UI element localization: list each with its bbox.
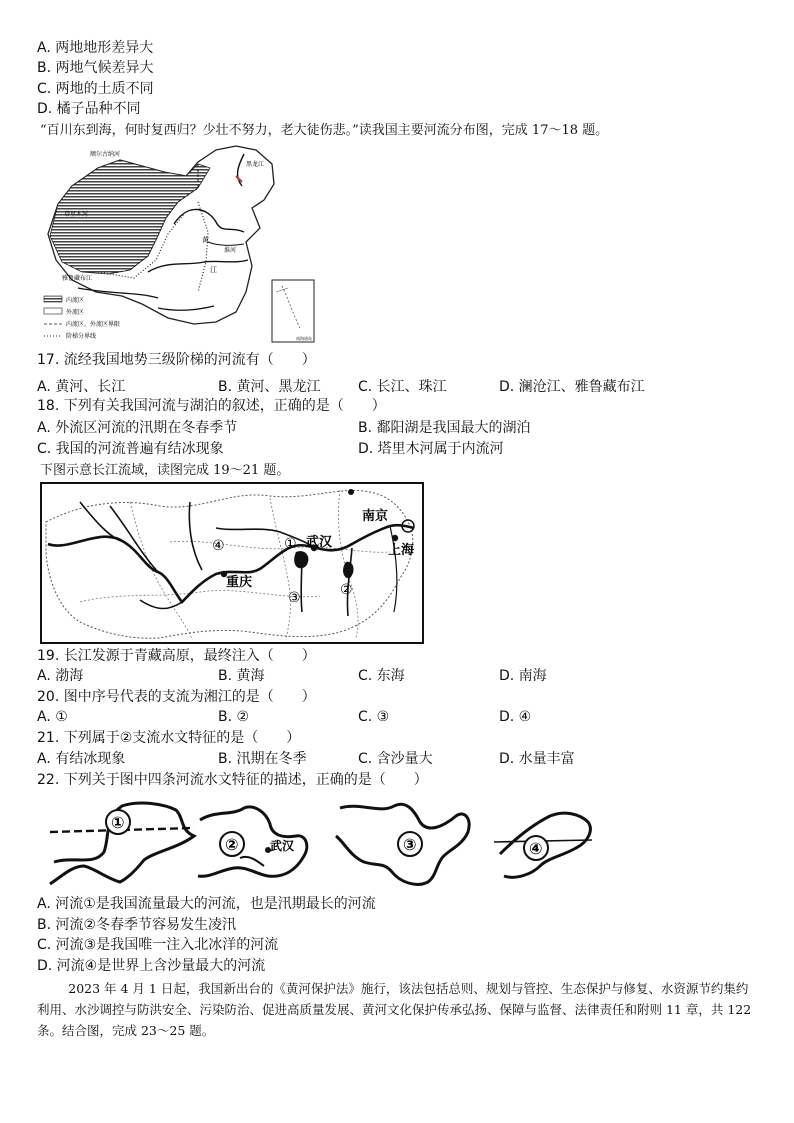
option-d-text: D. 橘子品种不同 [37, 101, 141, 117]
label-yellow: 黄 [202, 236, 209, 244]
inset-label: 南海诸岛 [296, 336, 312, 341]
q17-option-b: B. 黄河、黑龙江 [218, 379, 321, 395]
fig-wuhan: 武汉 [270, 839, 295, 853]
label-n2: ② [340, 582, 353, 598]
legend-step: 阶梯分界线 [66, 333, 97, 340]
option-b-text: B. 两地气候差异大 [37, 60, 154, 76]
q22-option-c: C. 河流③是我国唯一注入北冰洋的河流 [37, 937, 279, 953]
option-c-text: C. 两地的土质不同 [37, 81, 154, 97]
q21-option-b: B. 汛期在冬季 [218, 751, 307, 767]
legend-inland: 内流区 [66, 297, 85, 304]
q18-option-b: B. 鄱阳湖是我国最大的湖泊 [358, 420, 531, 436]
q20-option-c: C. ③ [358, 709, 390, 725]
q18-stem: 18. 下列有关我国河流与湖泊的叙述，正确的是（ ） [37, 398, 386, 414]
q21-option-a: A. 有结冰现象 [37, 751, 126, 767]
label-heilongjiang: 黑龙江 [246, 161, 265, 168]
q22-stem: 22. 下列关于图中四条河流水文特征的描述，正确的是（ ） [37, 772, 428, 788]
label-n3: ③ [288, 590, 301, 606]
q19-stem: 19. 长江发源于青藏高原，最终注入（ ） [37, 648, 316, 664]
intro-23-25: 2023 年 4 月 1 日起，我国新出台的《黄河保护法》施行，该法包括总则、规划与管控、生态保护与修复、水资源节约集约利用、水沙调控与防洪安全、污染防治、促进高质量发展、黄河文化保护传承弘扬、保障与监督、法律责任和附则 11 章，共 122 条。结合图，完成 23～25 题。 [37, 981, 752, 1038]
label-wuhan: 武汉 [306, 535, 333, 550]
intro-19-21: 下图示意长江流域，读图完成 19～21 题。 [40, 463, 290, 478]
q22-option-b: B. 河流②冬春季节容易发生凌汛 [37, 917, 237, 933]
fig-n3: ③ [403, 835, 417, 854]
q20-option-d: D. ④ [499, 709, 532, 725]
q17-option-c: C. 长江、珠江 [358, 379, 447, 395]
legend-outflow-swatch [44, 308, 62, 314]
label-yarlung: 雅鲁藏布江 [62, 275, 93, 282]
q18-option-d: D. 塔里木河属于内流河 [358, 441, 504, 457]
label-n1: ① [284, 536, 297, 552]
q17-option-a: A. 黄河、长江 [37, 379, 126, 395]
legend-inland-swatch [44, 296, 62, 302]
four-rivers-figure [44, 796, 604, 892]
q22-option-d: D. 河流④是世界上含沙量最大的河流 [37, 958, 266, 974]
q17-stem: 17. 流经我国地势三级阶梯的河流有（ ） [37, 352, 316, 368]
label-jiang: 江 [210, 266, 217, 274]
q20-option-b: B. ② [218, 709, 250, 725]
label-ergun: 额尔古纳河 [90, 151, 121, 158]
china-river-map [38, 142, 330, 348]
label-shanghai: 上海 [388, 543, 415, 558]
option-a-text: A. 两地地形差异大 [37, 40, 154, 56]
q21-stem: 21. 下列属于②支流水文特征的是（ ） [37, 730, 301, 746]
label-nanjing: 南京 [362, 509, 389, 524]
q18-option-c: C. 我国的河流普遍有结冰现象 [37, 441, 224, 457]
q18-option-a: A. 外流区河流的汛期在冬春季节 [37, 420, 238, 436]
q17-option-d: D. 澜沧江、雅鲁藏布江 [499, 379, 645, 395]
q22-option-a: A. 河流①是我国流量最大的河流，也是汛期最长的河流 [37, 896, 376, 912]
fig-n4: ④ [529, 839, 543, 858]
south-sea-inset [272, 280, 314, 342]
q19-option-b: B. 黄海 [218, 668, 265, 684]
q19-option-a: A. 渤海 [37, 668, 84, 684]
legend-boundary: 内流区、外流区界限 [66, 321, 121, 328]
q21-option-d: D. 水量丰富 [499, 751, 575, 767]
label-n4: ④ [212, 538, 225, 554]
q20-option-a: A. ① [37, 709, 68, 725]
label-chongqing: 重庆 [226, 575, 253, 590]
fig-n1: ① [111, 813, 125, 832]
q20-stem: 20. 图中序号代表的支流为湘江的是（ ） [37, 689, 316, 705]
q19-option-d: D. 南海 [499, 668, 547, 684]
q19-option-c: C. 东海 [358, 668, 405, 684]
yangtze-basin-map [40, 482, 424, 644]
label-huai: 淮河 [224, 247, 237, 254]
intro-17-18: “百川东到海，何时复西归？少壮不努力，老大徒伤悲。”读我国主要河流分布图，完成 17～18 题。 [40, 123, 609, 138]
legend-outflow: 外流区 [66, 309, 85, 316]
fig-n2: ② [225, 835, 239, 854]
q21-option-c: C. 含沙量大 [358, 751, 433, 767]
label-tarim: 塔里木河 [64, 211, 89, 218]
